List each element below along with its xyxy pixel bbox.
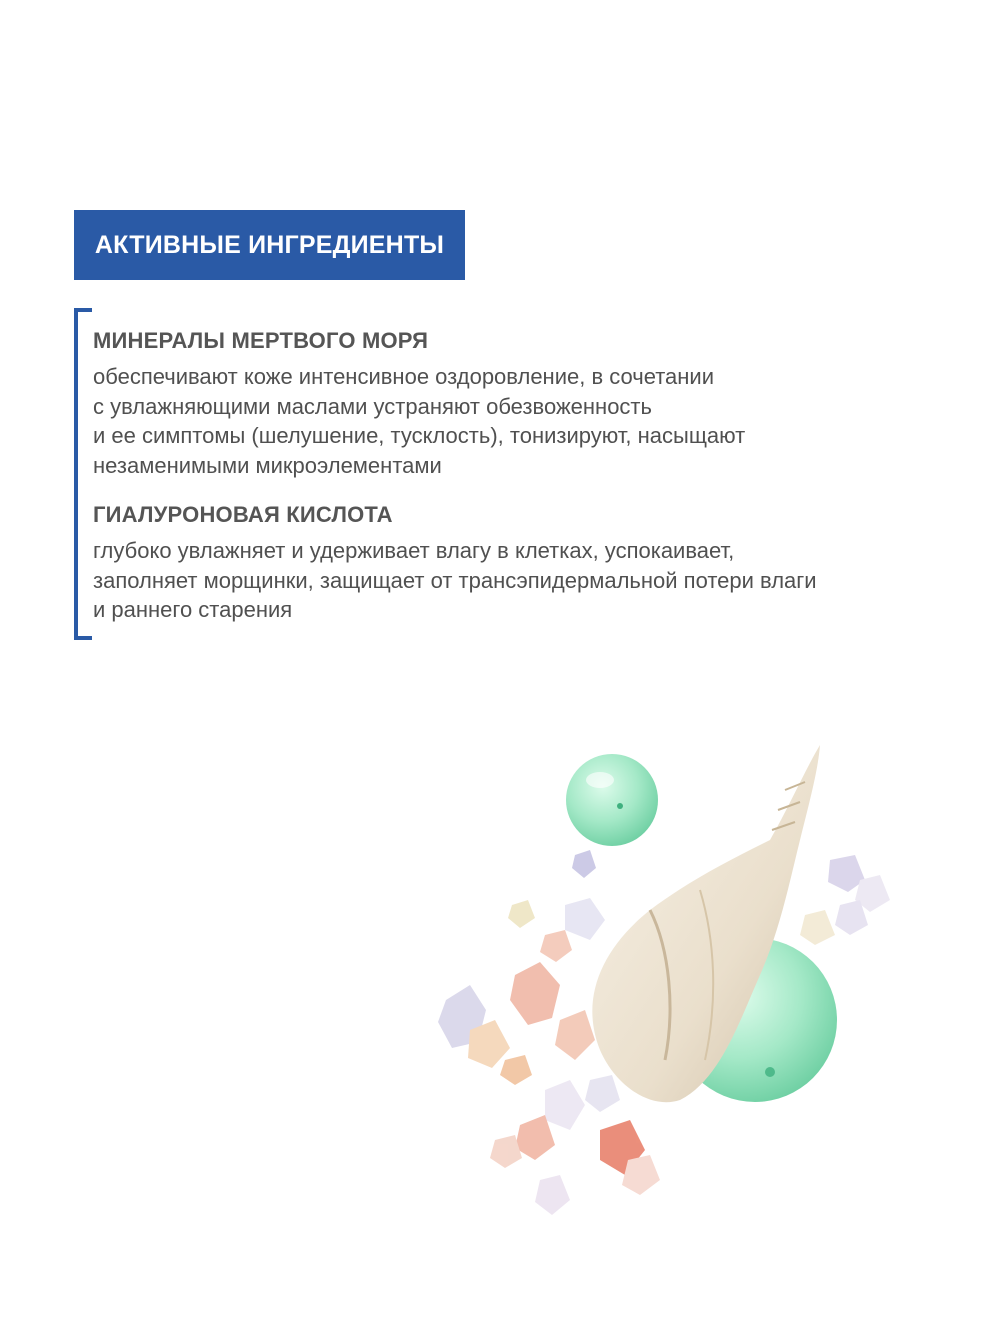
section-title: АКТИВНЫЕ ИНГРЕДИЕНТЫ	[94, 230, 445, 259]
ingredients-list	[93, 328, 953, 647]
description-line: с увлажняющими маслами устраняют обезвоженность	[93, 393, 652, 419]
ingredient-description	[93, 536, 953, 625]
section-title-badge	[74, 210, 465, 280]
description-line: заполняет морщинки, защищает от трансэпидермальной потери влаги	[93, 567, 817, 593]
description-line: глубоко увлажняет и удерживает влагу в клетках, успокаивает,	[93, 538, 735, 563]
description-line: и ее симптомы (шелушение, тусклость), тонизируют, насыщают	[93, 423, 746, 448]
gel-droplet-icon	[566, 754, 658, 846]
seashell-salt-illustration	[430, 730, 910, 1230]
ingredient-name: ГИАЛУРОНОВАЯ КИСЛОТА	[93, 502, 393, 527]
ingredient-item	[93, 328, 953, 480]
description-line: незаменимыми микроэлементами	[93, 452, 442, 478]
description-line: обеспечивают коже интенсивное оздоровление, в сочетании	[93, 364, 715, 389]
ingredient-description	[93, 362, 953, 480]
ingredient-item	[93, 502, 953, 625]
ingredient-name: МИНЕРАЛЫ МЕРТВОГО МОРЯ	[93, 328, 429, 353]
description-line: и раннего старения	[93, 597, 293, 622]
bracket-decoration	[74, 308, 92, 640]
